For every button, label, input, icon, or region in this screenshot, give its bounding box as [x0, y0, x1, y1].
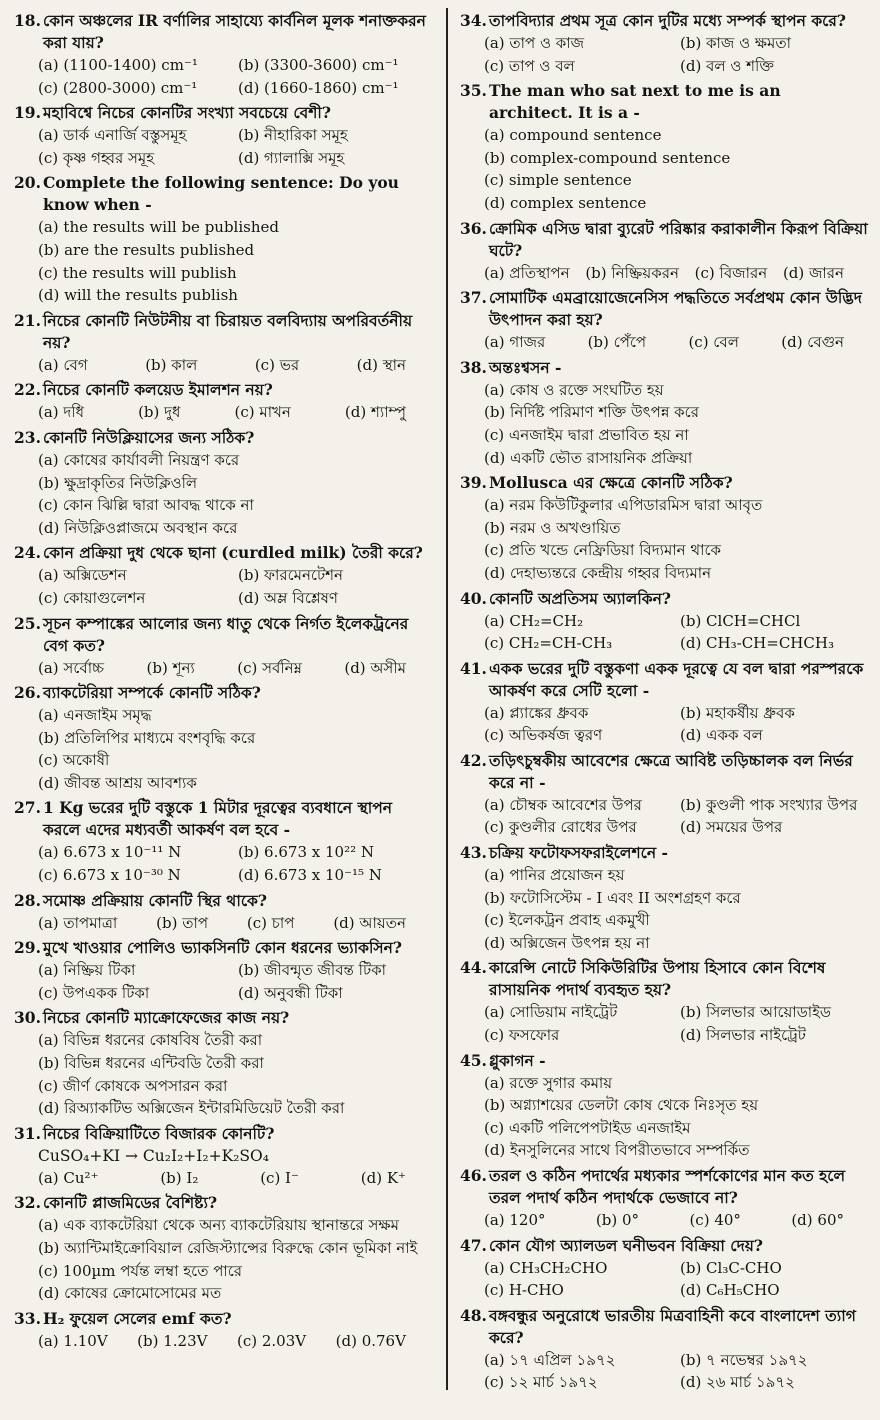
options-list [14, 216, 430, 306]
answer-option: (a) প্ল্যাঙ্কের ধ্রুবক [483, 703, 589, 722]
question-stem [460, 588, 868, 610]
answer-option: (b) অ্যান্টিমাইক্রোবিয়াল রেজিস্ট্যান্সের বিরুদ্ধে কোন ভূমিকা নাই [38, 1239, 418, 1257]
question-text: কোন অঞ্চলের IR বর্ণালির সাহায্যে কার্বনিল মূলক শনাক্তকরন করা যায়? [42, 11, 426, 52]
options-list [14, 564, 430, 609]
right-column [440, 10, 872, 1420]
answer-option: (d) গ্যালাক্সি সমূহ [237, 148, 345, 167]
question-block [14, 1123, 430, 1190]
left-column [8, 10, 440, 1420]
question-stem [460, 10, 868, 32]
question-stem [14, 172, 430, 216]
answer-option: (b) ৭ নভেম্বর ১৯৭২ [679, 1350, 808, 1369]
question-stem [460, 357, 868, 379]
options-list [460, 1349, 868, 1394]
question-stem [14, 1192, 430, 1214]
question-number: 48. [459, 1305, 487, 1325]
question-block [14, 379, 430, 424]
question-text: অন্তঃশ্বসন - [488, 357, 562, 377]
answer-option: (a) নিষ্ক্রিয় টিকা [38, 961, 136, 980]
answer-option: (b) প্রতিলিপির মাধ্যমে বংশবৃদ্ধি করে [38, 728, 256, 747]
options-list [460, 794, 868, 839]
question-text: Complete the following sentence: Do you know when - [42, 173, 399, 215]
options-list [460, 702, 868, 747]
answer-option: (c) (2800-3000) cm⁻¹ [38, 78, 198, 97]
answer-option: (c) CH₂=CH-CH₃ [483, 634, 613, 653]
question-stem [14, 890, 430, 912]
question-stem [14, 1007, 430, 1029]
answer-option: (d) 60° [791, 1211, 844, 1229]
question-number: 46. [459, 1166, 487, 1185]
answer-option: (c) কৃষ্ণ গহ্বর সমূহ [38, 148, 155, 167]
answer-option: (d) দেহাভ্যন্তরে কেন্দ্রীয় গহ্বর বিদ্যমান [483, 563, 712, 582]
answer-option: (d) অনুবন্ধী টিকা [237, 983, 343, 1002]
answer-option: (a) অক্সিডেশন [38, 566, 127, 585]
question-block [14, 10, 430, 99]
answer-option: (b) 6.673 x 10²² N [237, 843, 375, 862]
question-number: 23. [14, 427, 41, 447]
answer-option: (a) তাপ ও কাজ [483, 34, 585, 52]
question-block [14, 1192, 430, 1304]
answer-option: (a) (1100-1400) cm⁻¹ [38, 56, 198, 74]
answer-option: (b) পেঁপে [587, 333, 647, 352]
answer-option: (a) the results will be published [38, 218, 279, 237]
options-list [460, 1209, 868, 1232]
question-stem [460, 842, 868, 864]
question-number: 35. [459, 81, 487, 101]
answer-option: (c) কোন ঝিল্লি দ্বারা আবদ্ধ থাকে না [38, 496, 254, 515]
answer-option: (c) অকোষী [38, 751, 110, 770]
answer-option: (a) এনজাইম সমৃদ্ধ [38, 706, 152, 725]
question-block [14, 172, 430, 306]
question-text: নিচের কোনটি কলয়েড ইমালশন নয়? [42, 380, 273, 400]
answer-option: (d) CH₃-CH=CHCH₃ [679, 634, 834, 653]
options-list [460, 331, 868, 354]
question-block [14, 542, 430, 609]
answer-option: (a) এক ব্যাকটেরিয়া থেকে অন্য ব্যাকটেরিয়ায় স্থানান্তরে সক্ষম [38, 1216, 399, 1235]
question-text: একক ভরের দুটি বস্তুকণা একক দূরত্বে যে বল দ্বারা পরস্পরকে আকর্ষণ করে সেটি হলো - [488, 658, 864, 700]
question-stem [460, 750, 868, 794]
question-text: কারেন্সি নোটে সিকিউরিটির উপায় হিসাবে কোন বিশেষ রাসায়নিক পদার্থ ব্যবহৃত হয়? [488, 958, 826, 1000]
answer-option: (b) 0° [595, 1211, 640, 1229]
column-divider [446, 8, 448, 1390]
question-number: 45. [459, 1050, 487, 1070]
question-block [14, 102, 430, 169]
answer-option: (c) বিজারন [694, 263, 768, 282]
question-text: সূচন কম্পাঙ্কের আলোর জন্য ধাতু থেকে নির্গত ইলেকট্রনের বেগ কত? [42, 613, 409, 655]
options-list [460, 379, 868, 469]
question-stem [460, 1050, 868, 1072]
question-number: 40. [459, 588, 487, 608]
answer-option: (b) তাপ [156, 913, 209, 932]
answer-option: (a) ১৭ এপ্রিল ১৯৭২ [483, 1350, 616, 1369]
question-block [14, 1308, 430, 1353]
answer-option: (d) বল ও শক্তি [679, 56, 774, 75]
answer-option: (c) 40° [689, 1211, 741, 1229]
answer-option: (a) সর্বোচ্চ [38, 658, 105, 677]
answer-option: (d) 0.76V [335, 1331, 406, 1350]
answer-option: (c) অভিকর্ষজ ত্বরণ [483, 726, 603, 745]
answer-option: (d) সময়ের উপর [679, 818, 783, 837]
answer-option: (d) জারন [782, 263, 844, 282]
question-text: নিচের কোনটি ম্যাক্রোফেজের কাজ নয়? [42, 1008, 290, 1028]
answer-option: (b) ক্ষুদ্রাকৃতির নিউক্লিওলি [38, 473, 198, 492]
options-list [14, 449, 430, 539]
answer-option: (b) নীহারিকা সমূহ [237, 126, 348, 145]
answer-option: (c) বেল [688, 333, 739, 352]
question-number: 31. [14, 1123, 41, 1143]
question-text: 1 Kg ভরের দুটি বস্তুকে 1 মিটার দূরত্বের ব্যবধানে স্থাপন করলে এদের মধ্যবর্তী আকর্ষণ বল হবে - [42, 798, 393, 840]
answer-option: (c) উপএকক টিকা [38, 983, 150, 1002]
question-number: 18. [14, 11, 41, 30]
answer-option: (a) নরম কিউটিকুলার এপিডারমিস দ্বারা আবৃত [483, 496, 763, 515]
options-list [14, 657, 430, 680]
options-list [14, 1029, 430, 1119]
answer-option: (a) compound sentence [483, 126, 662, 145]
question-stem [460, 287, 868, 331]
answer-option: (b) সিলভার আয়োডাইড [679, 1003, 831, 1022]
question-text: সমোষ্ণ প্রক্রিয়ায় কোনটি স্থির থাকে? [42, 890, 267, 910]
options-list [14, 1167, 430, 1190]
question-stem [14, 1308, 430, 1330]
answer-option: (d) অক্সিজেন উৎপন্ন হয় না [483, 933, 650, 952]
answer-option: (a) সোডিয়াম নাইট্রেট [483, 1003, 618, 1022]
question-text: কোন প্রক্রিয়া দুধ থেকে ছানা (curdled milk) তৈরী করে? [42, 543, 423, 563]
answer-option: (a) রক্তে সুগার কমায় [483, 1073, 613, 1092]
question-stem [14, 379, 430, 401]
answer-option: (b) (3300-3600) cm⁻¹ [237, 56, 399, 74]
question-block [460, 588, 868, 655]
answer-option: (d) আয়তন [333, 913, 406, 932]
answer-option: (b) নরম ও অখণ্ডায়িত [483, 518, 621, 537]
answer-option: (d) will the results publish [38, 286, 238, 305]
question-stem [14, 102, 430, 124]
answer-option: (c) তাপ ও বল [483, 56, 575, 75]
options-list [14, 124, 430, 169]
question-text: তরল ও কঠিন পদার্থের মধ্যকার স্পর্শকোণের মান কত হলে তরল পদার্থ কঠিন পদার্থকে ভেজাবে না? [488, 1166, 846, 1207]
question-stem [14, 10, 430, 54]
answer-option: (a) তাপমাত্রা [38, 913, 118, 932]
answer-option: (c) 2.03V [237, 1331, 307, 1350]
question-stem [14, 613, 430, 657]
question-block [14, 682, 430, 794]
answer-option: (d) নিউক্লিওপ্লাজমে অবস্থান করে [38, 518, 238, 537]
answer-option: (b) কুণ্ডলী পাক সংখ্যার উপর [679, 795, 858, 814]
answer-option: (a) 1.10V [38, 1331, 108, 1350]
question-text: কোনটি প্লাজমিডের বৈশিষ্ট্য? [42, 1193, 218, 1213]
answer-option: (a) গাজর [483, 333, 546, 352]
answer-option: (a) বেগ [38, 355, 88, 374]
question-number: 37. [459, 288, 487, 308]
answer-option: (c) এনজাইম দ্বারা প্রভাবিত হয় না [483, 425, 689, 444]
question-stem [460, 1305, 868, 1349]
answer-option: (d) C₆H₅CHO [679, 1281, 780, 1300]
question-block [14, 797, 430, 886]
question-block [460, 80, 868, 214]
question-number: 29. [14, 938, 41, 958]
answer-option: (c) জীর্ণ কোষকে অপসারন করা [38, 1076, 228, 1095]
question-stem [460, 218, 868, 262]
options-list [14, 704, 430, 794]
answer-option: (a) 6.673 x 10⁻¹¹ N [38, 843, 182, 862]
question-block [460, 842, 868, 954]
answer-option: (d) 6.673 x 10⁻¹⁵ N [237, 866, 382, 885]
question-stem [14, 797, 430, 841]
question-block [460, 10, 868, 77]
question-number: 44. [459, 958, 487, 978]
options-list [460, 610, 868, 655]
answer-option: (b) I₂ [160, 1168, 199, 1187]
options-list [14, 841, 430, 886]
answer-option: (a) দধি [38, 403, 84, 422]
answer-option: (c) I⁻ [260, 1168, 299, 1187]
question-number: 32. [14, 1193, 41, 1213]
question-text: কোনটি নিউক্লিয়াসের জন্য সঠিক? [42, 427, 255, 447]
answer-option: (d) ইনসুলিনের সাথে বিপরীতভাবে সম্পর্কিত [483, 1141, 750, 1160]
options-list [14, 401, 430, 424]
question-stem [460, 1235, 868, 1257]
answer-option: (b) কাল [145, 355, 198, 374]
options-list [14, 1330, 430, 1353]
question-stem [14, 310, 430, 354]
question-stem [460, 957, 868, 1001]
question-stem [460, 80, 868, 124]
answer-option: (b) জীবন্মৃত জীবন্ত টিকা [237, 961, 386, 980]
question-block [460, 1050, 868, 1162]
question-stem [14, 1123, 430, 1145]
answer-option: (b) দুধ [138, 403, 181, 422]
answer-option: (d) কোষের ক্রোমোসোমের মত [38, 1284, 222, 1303]
options-list [460, 32, 868, 77]
answer-option: (d) ২৬ মার্চ ১৯৭২ [679, 1373, 795, 1392]
answer-option: (b) ফটোসিস্টেম - I এবং II অংশগ্রহণ করে [483, 888, 741, 907]
question-number: 36. [459, 218, 487, 238]
answer-option: (c) 6.673 x 10⁻³⁰ N [38, 866, 181, 885]
answer-option: (a) 120° [483, 1211, 546, 1229]
answer-option: (c) H-CHO [483, 1281, 564, 1300]
answer-option: (a) কোষ ও রক্তে সংঘটিত হয় [483, 380, 664, 399]
question-block [14, 1007, 430, 1119]
answer-option: (b) নিষ্ক্রিয়করন [585, 263, 679, 282]
options-list [460, 1257, 868, 1302]
question-text: তাপবিদ্যার প্রথম সূত্র কোন দুটির মধ্যে সম্পর্ক স্থাপন করে? [488, 11, 847, 30]
options-list [14, 1214, 430, 1304]
answer-option: (c) মাখন [234, 403, 291, 422]
answer-option: (c) ১২ মার্চ ১৯৭২ [483, 1373, 598, 1392]
answer-option: (b) বিভিন্ন ধরনের এন্টিবডি তৈরী করা [38, 1054, 264, 1073]
answer-option: (a) ডার্ক এনার্জি বস্তুসমূহ [38, 126, 187, 145]
question-block [460, 218, 868, 285]
options-list [14, 354, 430, 377]
question-stem [460, 658, 868, 702]
answer-option: (a) Cu²⁺ [38, 1168, 99, 1187]
question-block [14, 427, 430, 539]
answer-option: (d) স্থান [356, 355, 406, 374]
question-number: 21. [14, 310, 41, 330]
question-text: The man who sat next to me is an architect. It is a - [488, 81, 781, 123]
options-list [14, 959, 430, 1004]
question-text: নিচের বিক্রিয়াটিতে বিজারক কোনটি? [42, 1123, 275, 1143]
answer-option: (c) ইলেকট্রন প্রবাহ একমুখী [483, 911, 650, 930]
question-text: মুখে খাওয়ার পোলিও ভ্যাকসিনটি কোন ধরনের ভ্যাকসিন? [42, 938, 402, 958]
answer-option: (a) CH₂=CH₂ [483, 611, 584, 630]
answer-option: (c) কোয়াগুলেশন [38, 588, 146, 607]
question-number: 19. [14, 103, 41, 123]
answer-option: (a) কোষের কার্যাবলী নিয়ন্ত্রণ করে [38, 450, 240, 469]
question-text: কোনটি অপ্রতিসম অ্যালকিন? [488, 588, 671, 608]
answer-option: (d) অসীম [344, 658, 406, 677]
question-number: 30. [14, 1008, 41, 1028]
answer-option: (b) নির্দিষ্ট পরিমাণ শক্তি উৎপন্ন করে [483, 403, 699, 422]
answer-option: (c) চাপ [246, 913, 295, 932]
answer-option: (c) সর্বনিম্ন [237, 658, 302, 677]
question-text: তড়িৎচুম্বকীয় আবেশের ক্ষেত্রে আবিষ্ট তড়িচ্চালক বল নির্ভর করে না - [488, 750, 853, 792]
answer-option: (d) রিঅ্যাকটিভ অক্সিজেন ইন্টারমিডিয়েট তৈরী করা [38, 1099, 345, 1118]
answer-option: (a) CH₃CH₂CHO [483, 1258, 608, 1277]
question-block [14, 310, 430, 377]
question-number: 39. [459, 473, 487, 493]
question-number: 41. [459, 658, 487, 678]
answer-option: (c) 100µm পর্যন্ত লম্বা হতে পারে [38, 1261, 243, 1280]
answer-option: (b) complex-compound sentence [483, 148, 731, 167]
question-block [460, 750, 868, 839]
question-stem [460, 1165, 868, 1209]
question-block [460, 357, 868, 469]
answer-option: (c) the results will publish [38, 263, 237, 282]
answer-option: (b) 1.23V [137, 1331, 208, 1350]
answer-option: (d) অম্ল বিশ্লেষণ [237, 588, 338, 607]
question-block [460, 1165, 868, 1232]
question-block [460, 1235, 868, 1302]
answer-option: (a) পানির প্রয়োজন হয় [483, 866, 625, 885]
answer-option: (b) শূন্য [146, 658, 195, 677]
question-text: Mollusca এর ক্ষেত্রে কোনটি সঠিক? [488, 473, 733, 493]
answer-option: (d) complex sentence [483, 193, 647, 212]
chemical-equation: CuSO₄+KI → Cu₂I₂+I₂+K₂SO₄ [38, 1146, 269, 1165]
answer-option: (d) জীবন্ত আশ্রয় আবশ্যক [38, 773, 197, 792]
question-block [460, 472, 868, 584]
options-list [14, 54, 430, 99]
answer-option: (c) ফসফোর [483, 1026, 560, 1045]
options-list [460, 1072, 868, 1162]
question-text: ক্রোমিক এসিড দ্বারা ব্যুরেট পরিষ্কার করাকালীন কিরূপ বিক্রিয়া ঘটে? [488, 218, 868, 260]
question-number: 34. [459, 11, 487, 30]
options-list [460, 262, 868, 285]
question-text: সোমাটিক এমব্রায়োজেনেসিস পদ্ধতিতে সর্বপ্রথম কোন উদ্ভিদ উৎপাদন করা হয়? [488, 288, 862, 330]
question-number: 47. [459, 1235, 487, 1255]
answer-option: (b) মহাকর্ষীয় ধ্রুবক [679, 703, 795, 722]
answer-option: (c) simple sentence [483, 171, 632, 190]
question-number: 28. [14, 890, 41, 910]
question-text: কোন যৌগ অ্যালডল ঘনীভবন বিক্রিয়া দেয়? [488, 1235, 763, 1255]
question-number: 20. [14, 173, 41, 193]
options-list [460, 124, 868, 214]
question-block [460, 658, 868, 747]
answer-option: (b) Cl₃C-CHO [679, 1258, 782, 1277]
question-text: ব্যাকটেরিয়া সম্পর্কে কোনটি সঠিক? [42, 683, 261, 703]
question-number: 26. [14, 683, 41, 703]
question-stem [14, 427, 430, 449]
question-text: নিচের কোনটি নিউটনীয় বা চিরায়ত বলবিদ্যায় অপরিবর্তনীয় নয়? [42, 310, 413, 352]
options-list [460, 1001, 868, 1046]
answer-option: (d) (1660-1860) cm⁻¹ [237, 78, 399, 97]
question-number: 27. [14, 798, 41, 818]
question-stem [14, 542, 430, 564]
options-list [14, 912, 430, 935]
answer-option: (a) বিভিন্ন ধরনের কোষবিষ তৈরী করা [38, 1031, 263, 1050]
question-block [14, 937, 430, 1004]
answer-option: (c) কুণ্ডলীর রোধের উপর [483, 818, 637, 837]
options-list [460, 864, 868, 954]
answer-option: (c) ভর [254, 355, 300, 374]
question-block [460, 957, 868, 1046]
question-block [460, 287, 868, 354]
answer-option: (c) একটি পলিপেপটাইড এনজাইম [483, 1118, 691, 1137]
question-number: 24. [14, 543, 41, 563]
answer-option: (b) ClCH=CHCl [679, 611, 801, 630]
question-text: মহাবিশ্বে নিচের কোনটির সংখ্যা সবচেয়ে বেশী? [42, 103, 331, 123]
answer-option: (d) K⁺ [360, 1168, 406, 1187]
answer-option: (a) প্রতিস্থাপন [483, 263, 570, 282]
question-stem [14, 682, 430, 704]
answer-option: (a) চৌম্বক আবেশের উপর [483, 795, 642, 814]
question-number: 43. [459, 843, 487, 863]
question-block [460, 1305, 868, 1394]
answer-option: (b) অগ্ন্যাশয়ের ডেলটা কোষ থেকে নিঃসৃত হয় [483, 1096, 759, 1115]
answer-option: (d) একক বল [679, 726, 763, 745]
answer-option: (d) সিলভার নাইট্রেট [679, 1026, 806, 1045]
question-text: গ্লুকাগন - [488, 1050, 546, 1070]
answer-option: (c) প্রতি খন্ডে নেফ্রিডিয়া বিদ্যমান থাকে [483, 541, 721, 560]
answer-option: (b) কাজ ও ক্ষমতা [679, 34, 791, 52]
question-number: 22. [14, 380, 41, 400]
answer-option: (d) একটি ভৌত রাসায়নিক প্রক্রিয়া [483, 448, 693, 467]
answer-option: (d) বেগুন [781, 333, 844, 352]
question-number: 42. [459, 750, 487, 770]
question-text: H₂ ফুয়েল সেলের emf কত? [42, 1308, 232, 1328]
answer-option: (d) শ্যাম্পু [344, 403, 406, 422]
answer-option: (b) are the results published [38, 240, 255, 259]
question-number: 38. [459, 357, 487, 377]
question-block [14, 613, 430, 680]
options-list [460, 494, 868, 584]
question-stem [14, 937, 430, 959]
question-block [14, 890, 430, 935]
question-text: চক্রিয় ফটোফসফরাইলেশনে - [488, 843, 668, 863]
question-number: 33. [14, 1308, 41, 1328]
answer-option: (b) ফারমেনটেশন [237, 566, 343, 585]
question-stem [460, 472, 868, 494]
question-text: বঙ্গবন্ধুর অনুরোধে ভারতীয় মিত্রবাহিনী কবে বাংলাদেশ ত্যাগ করে? [488, 1305, 856, 1347]
question-number: 25. [14, 613, 41, 633]
